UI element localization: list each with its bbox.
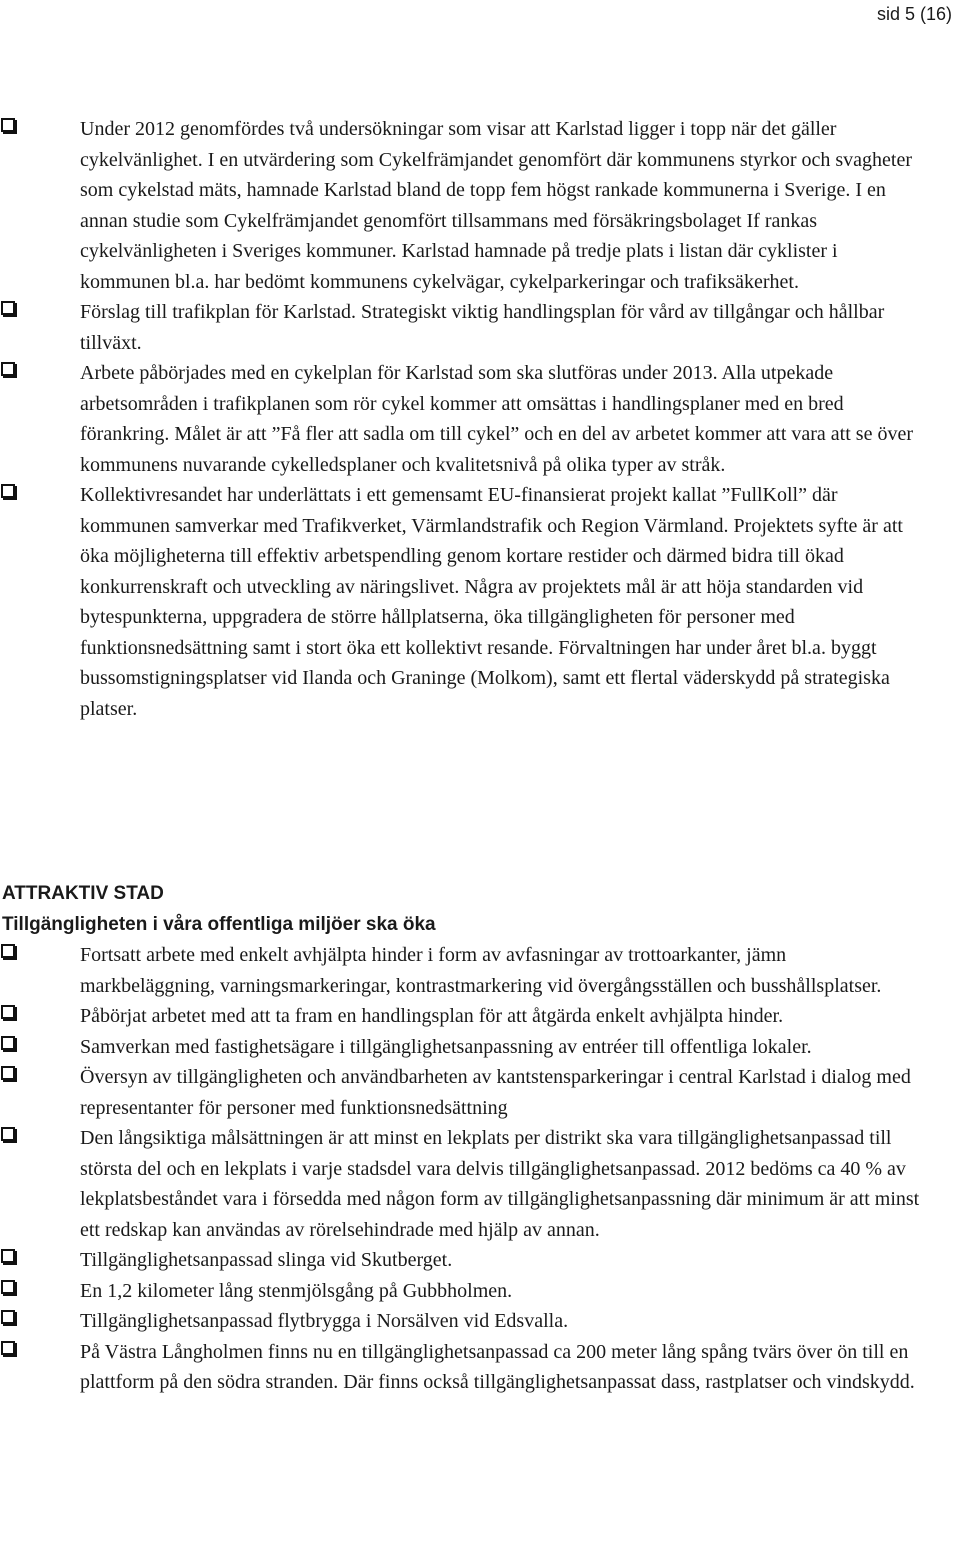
checkbox-icon [1, 118, 15, 132]
checkbox-icon [1, 1066, 15, 1080]
list-item-text: Kollektivresandet har underlättats i ett gemensamt EU-finansierat projekt kallat ”FullKoll” där kommunen samverkar med Trafikverket, Värmlandstrafik och Region Värmland. Projektets syfte är att öka möjligheterna till effektiv arbetspendling genom kortare restider och därmed bidra till ökad konkurrenskraft och utveckling av näringslivet. Några av projektets mål är att höja standarden vid bytespunkterna, uppgradera de större hållplatserna, öka tillgängligheten för personer med funktionsnedsättning samt i stort öka ett kollektivt resande. Förvaltningen har under året bl.a. byggt bussomstigningsplatser vid Ilanda och Graninge (Molkom), samt ett flertal väderskydd på strategiska platser. [80, 484, 903, 720]
list-item [0, 1276, 960, 1307]
list-item-text: Översyn av tillgängligheten och användbarheten av kantstensparkeringar i central Karlstad i dialog med representanter för personer med funktionsnedsättning [80, 1066, 911, 1119]
checkbox-icon [1, 301, 15, 315]
checkbox-icon [1, 1280, 15, 1294]
bullet-list-top [0, 114, 960, 724]
section-title: ATTRAKTIV STAD [2, 883, 164, 904]
list-item-text: Samverkan med fastighetsägare i tillgänglighetsanpassning av entréer till offentliga lokaler. [80, 1035, 812, 1058]
checkbox-icon [1, 484, 15, 498]
list-item-text: Under 2012 genomfördes två undersökningar som visar att Karlstad ligger i topp när det gäller cykelvänlighet. I en utvärdering som Cykelfrämjandet genomfört där kommunens styrkor och svagheter som cykelstad mäts, hamnade Karlstad bland de topp fem högst rankade kommunerna i Sverige. I en annan studie som Cykelfrämjandet genomfört tillsammans med försäkringsbolaget If rankas cykelvänligheten i Sveriges kommuner. Karlstad hamnade på tredje plats i listan där cyklister i kommunen bl.a. har bedömt kommunens cykelvägar, cykelparkeringar och trafiksäkerhet. [80, 118, 912, 293]
checkbox-icon [1, 944, 15, 958]
list-item [0, 114, 960, 297]
checkbox-icon [1, 1310, 15, 1324]
page-number: sid 5 (16) [876, 4, 952, 24]
list-item-text: En 1,2 kilometer lång stenmjölsgång på Gubbholmen. [80, 1279, 513, 1302]
list-item [0, 1337, 960, 1398]
list-item-text: Påbörjat arbetet med att ta fram en handlingsplan för att åtgärda enkelt avhjälpta hinder. [80, 1005, 784, 1027]
list-item-text: På Västra Långholmen finns nu en tillgänglighetsanpassad ca 200 meter lång spång tvärs över ön till en plattform på den södra stranden. Där finns också tillgänglighetsanpassat dass, rastplatser och vindskydd. [80, 1340, 915, 1393]
checkbox-icon [1, 1249, 15, 1263]
list-item-text: Tillgänglighetsanpassad flytbrygga i Norsälven vid Edsvalla. [80, 1310, 569, 1332]
bullet-list-bottom [0, 940, 960, 1398]
list-item [0, 1032, 960, 1063]
list-item-text: Den långsiktiga målsättningen är att minst en lekplats per distrikt ska vara tillgänglighetsanpassad till största del och en lekplats i varje stadsdel vara delvis tillgänglighetsanpassad. 2012 bedöms ca 40 % av lekplatsbeståndet vara i försedda med någon form av tillgänglighetsanpassning där minimum är att minst ett redskap kan användas av rörelsehindrade med hjälp av annan. [80, 1127, 920, 1241]
list-item [0, 1001, 960, 1032]
list-item-text: Fortsatt arbete med enkelt avhjälpta hinder i form av avfasningar av trottoarkanter, jämn markbeläggning, varningsmarkeringar, kontrastmarkering vid övergångsställen och busshållsplatser. [80, 944, 882, 997]
section-subtitle: Tillgängligheten i våra offentliga miljöer ska öka [2, 914, 436, 935]
list-item [0, 1123, 960, 1245]
list-item-text: Arbete påbörjades med en cykelplan för Karlstad som ska slutföras under 2013. Alla utpekade arbetsområden i trafikplanen som rör cykel kommer att omsättas i handlingsplaner med en bred förankring. Målet är att ”Få fler att sadla om till cykel” och en del av arbetet kommer att vara att se över kommunens nuvarande cykelledsplaner och kvalitetsnivå på olika typer av stråk. [80, 362, 913, 476]
checkbox-icon [1, 362, 15, 376]
list-item [0, 297, 960, 358]
list-item-text: Tillgänglighetsanpassad slinga vid Skutberget. [80, 1249, 453, 1271]
list-item-text: Förslag till trafikplan för Karlstad. Strategiskt viktig handlingsplan för vård av tillgångar och hållbar tillväxt. [80, 301, 885, 354]
list-item [0, 940, 960, 1001]
checkbox-icon [1, 1005, 15, 1019]
list-item [0, 1306, 960, 1337]
list-item [0, 1062, 960, 1123]
list-item [0, 1245, 960, 1276]
checkbox-icon [1, 1341, 15, 1355]
list-item [0, 480, 960, 724]
checkbox-icon [1, 1127, 15, 1141]
list-item [0, 358, 960, 480]
checkbox-icon [1, 1036, 15, 1050]
